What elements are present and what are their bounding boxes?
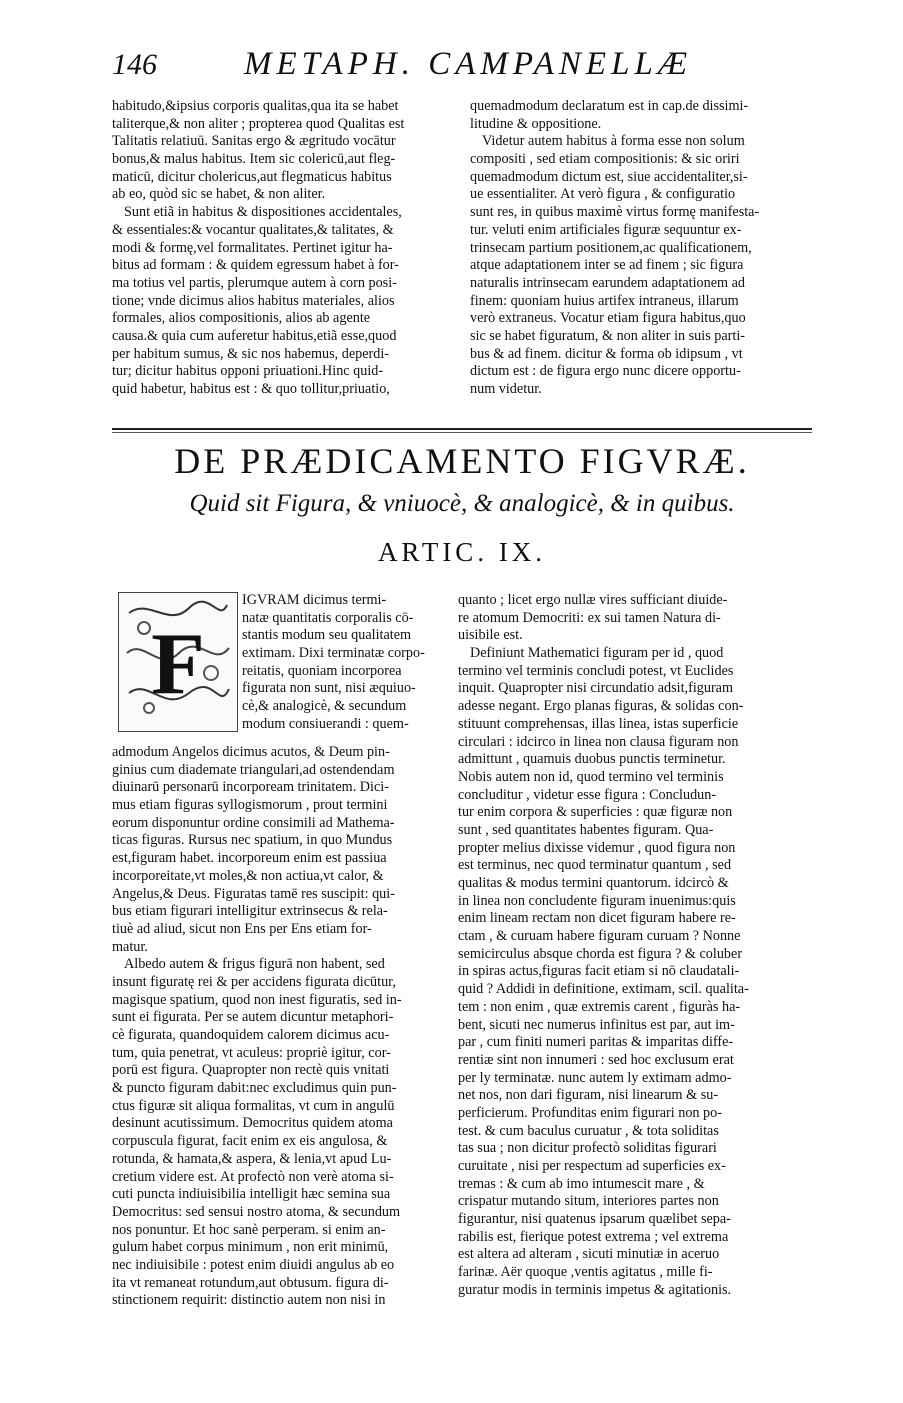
initial-letter: F: [151, 616, 205, 713]
page-header: [112, 44, 832, 84]
text-line: Albedo autem & frigus figurā non habent, sed: [124, 956, 385, 973]
text-line: stantis modum seu qualitatem: [242, 627, 412, 644]
text-line: farinæ. Aër quoque ,ventis agitatus , mille fi-: [458, 1264, 713, 1281]
text-line: semicirculus absque chorda est figura ? & coluber: [458, 945, 743, 962]
text-line: natæ quantitatis corporalis cō-: [242, 609, 414, 626]
text-line: bus etiam figurari intelligitur extrinsecus & rela-: [112, 903, 388, 920]
text-line: porū est figura. Quapropter non rectè quis vnitati: [112, 1062, 390, 1079]
text-line: termino vel terminis concludi potest, vt Euclides: [458, 662, 734, 679]
text-line: taliterque,& non aliter ; propterea quod Qualitas est: [112, 115, 405, 132]
text-line: bitus ad formam : & quidem egressum habet à for-: [112, 257, 399, 274]
text-line: tur enim corpora & superficies : quæ figuræ non: [458, 804, 733, 821]
text-line: mus etiam figuras syllogismorum , prout termini: [112, 797, 388, 814]
text-line: & essentiales:& vocantur qualitates,& talitates, &: [112, 221, 394, 238]
text-line: tiuè ad aliud, sicut non Ens per Ens etiam for-: [112, 920, 372, 937]
text-line: formales, alios compositionis, alios ab agente: [112, 310, 371, 327]
text-line: re atomum Democriti: ex sui tamen Natura di-: [458, 609, 721, 626]
text-line: sic se habet figuratum, & non aliter in suis parti-: [470, 327, 746, 344]
text-line: propter melius dixisse videmur , quod figura non: [458, 839, 736, 856]
text-line: cretium videre est. At profectò non verè atoma si-: [112, 1168, 394, 1185]
text-line: rabilis est, fierique potest extrema ; vel extrema: [458, 1228, 729, 1245]
text-line: habitudo,&ipsius corporis qualitas,qua ita se habet: [112, 98, 399, 114]
text-line: nec indiuisibile : potest enim diuidi angulus ab eo: [112, 1256, 395, 1273]
text-line: ginius cum diademate triangulari,ad ostendendam: [112, 761, 395, 778]
text-line: Sunt etiã in habitus & dispositiones accidentales,: [124, 204, 402, 221]
text-line: in spiras actus,figuras facit etiam si nō claudatali-: [458, 963, 740, 980]
text-line: sunt , sed quantitates habentes figuram. Qua-: [458, 821, 714, 838]
text-line: finem: quoniam huius artifex intraneus, illarum: [470, 292, 739, 309]
text-line: Definiunt Mathematici figuram per id , quod: [470, 645, 724, 662]
text-line: quanto ; licet ergo nullæ vires sufficiant diuide-: [458, 592, 728, 608]
text-line: sunt res, in quibus maximè virtus formę manifesta-: [470, 204, 760, 221]
section-title: DE PRÆDICAMENTO FIGVRÆ.: [174, 441, 750, 481]
text-line: incorporeitate,vt moles,& non actiua,vt calor, &: [112, 867, 384, 884]
text-line: bent, sicuti nec numerus infinitus est par, aut im-: [458, 1016, 735, 1033]
text-line: bonus,& malus habitus. Item sic colericū,aut fleg-: [112, 151, 396, 168]
text-line: par , cum finiti numeri paritas & imparitas diffe-: [458, 1034, 734, 1051]
text-line: Democritus: sed sensui nostro atoma, & secundum: [112, 1203, 401, 1220]
text-line: rentiæ sint non innumeri : sed hoc exclusum erat: [458, 1051, 734, 1068]
text-line: admodum Angelos dicimus acutos, & Deum pin-: [112, 744, 390, 760]
text-line: insunt figuratę rei & per accidens figurata dicūtur,: [112, 973, 396, 990]
text-line: Nobis autem non id, quod termino vel terminis: [458, 768, 724, 785]
text-line: quid habetur, habitus est : & quo tollitur,priuatio,: [112, 381, 390, 397]
text-line: test. & cum baculus curuatur , & tota soliditas: [458, 1122, 719, 1139]
text-line: net nos, non dari figuram, nisi linearum & su-: [458, 1087, 719, 1104]
text-line: Talitatis relatiuū. Sanitas ergo & ægritudo vocātur: [112, 133, 396, 150]
text-line: tione; vnde dicimus alios habitus materiales, alios: [112, 292, 395, 309]
text-line: compositi , sed etiam compositionis: & sic oriri: [470, 151, 740, 168]
text-line: desinunt acutissimum. Democritus quidem atoma: [112, 1115, 393, 1132]
section-divider-thin: [112, 432, 812, 433]
text-line: ita vt remaneat rotundum,aut obtusum. figura di-: [112, 1274, 389, 1291]
text-line: num videtur.: [470, 381, 542, 397]
running-title: METAPH. CAMPANELLÆ: [244, 46, 693, 82]
ornament-graphic: [119, 593, 237, 731]
text-line: quid ? Addidi in definitione, extimam, scil. qualita-: [458, 981, 749, 998]
text-line: gulum habet corpus minimum , non erit minimū,: [112, 1239, 389, 1256]
text-line: enim lineam rectam non dicet figuram habere re-: [458, 910, 736, 927]
text-line: naturalis intrinsecam earundem adaptationem ad: [470, 274, 745, 291]
text-line: in linea non concludente figuram inuenimus:quis: [458, 892, 736, 909]
bottom-right-column: [458, 592, 796, 1300]
top-left-column: [112, 98, 454, 399]
text-line: stituunt comprehensas, illas linea, istas superficie: [458, 715, 739, 732]
text-line: stinctionem requirit: distinctio autem non nisi in: [112, 1292, 386, 1309]
text-line: adesse negant. Ergo planas figuras, & solidas con-: [458, 698, 744, 715]
text-line: litudine & oppositione.: [470, 115, 602, 132]
text-line: ab eo, quòd sic se habet, & non aliter.: [112, 186, 326, 203]
text-line: sunt ei figurata. Per se autem dicuntur metaphori-: [112, 1009, 394, 1026]
article-heading: ARTIC. IX.: [377, 537, 547, 567]
text-line: Angelus,& Deus. Figuratas tamē res suscipit: qui-: [112, 885, 395, 902]
section-subtitle: Quid sit Figura, & vniuocè, & analogicè, & in quibus.: [189, 490, 735, 517]
text-line: quemadmodum declaratum est in cap.de dissimi-: [470, 98, 749, 114]
text-line: curuitate , nisi per respectum ad superficies ex-: [458, 1158, 726, 1174]
text-line: circulari : idcirco in linea non clausa figuram non: [458, 733, 739, 750]
text-line: maticū, dicitur cholericus,aut flegmaticus habitus: [112, 168, 392, 185]
top-right-column: [470, 98, 796, 399]
text-line: qualitas & modus termini quantorum. idcircò &: [458, 875, 729, 891]
text-line: tur; dicitur habitus opponi priuationi.Hinc quid-: [112, 363, 384, 380]
text-line: tremas : & cum ab imo intumescit mare , &: [458, 1175, 705, 1192]
text-line: diuinarū personarū incorpoream trinitatem. Dici-: [112, 779, 389, 796]
text-line: Videtur autem habitus à forma esse non solum: [482, 133, 745, 150]
text-line: modi & formę,vel formalitates. Pertinet igitur ha-: [112, 239, 393, 256]
text-line: figurantur, nisi quatenus ipsarum quælibet sepa-: [458, 1211, 731, 1228]
text-line: trinsecam partium positionem,ac qualificationem,: [470, 239, 752, 256]
text-line: uisibile est.: [458, 627, 523, 644]
text-line: perficierum. Profunditas enim figurari non po-: [458, 1104, 722, 1121]
text-line: per ly terminatæ. nunc autem ly extimam admo-: [458, 1069, 732, 1086]
text-line: corpuscula figurat, facit enim ex eis angulosa, &: [112, 1133, 388, 1150]
text-line: bus & ad finem. dicitur & forma ob idipsum , vt: [470, 345, 743, 362]
text-line: tas sua ; non dicitur profectò soliditas figurari: [458, 1140, 717, 1157]
page-number: 146: [112, 48, 157, 81]
text-line: ticas figuras. Rursus nec spatium, in quo Mundus: [112, 832, 393, 849]
text-line: verò extraneus. Vocatur etiam figura habitus,quo: [470, 310, 746, 327]
text-line: cuti puncta indiuisibilia intelligit hæc semina sua: [112, 1186, 391, 1203]
text-line: matur.: [112, 938, 148, 955]
text-line: eorum disponuntur ordine consimili ad Mathema-: [112, 814, 395, 831]
text-line: tur. veluti enim artificiales figuræ sequuntur ex-: [470, 221, 742, 238]
text-line: ma totius vel partis, plerumque autem à corn posi-: [112, 274, 397, 291]
text-line: extimam. Dixi terminatæ corpo-: [242, 645, 425, 662]
text-line: admittunt , quamuis duobus punctis terminetur.: [458, 751, 726, 768]
decorated-initial-letter: [118, 592, 238, 732]
text-line: quemadmodum dictum est, siue accidentaliter,si-: [470, 168, 748, 185]
text-line: est altera ad alteram , sicuti minutiæ in aceruo: [458, 1246, 720, 1263]
text-line: & puncto figuram dabit:nec excludimus quin pun-: [112, 1080, 397, 1097]
text-line: ue essentialiter. At verò figura , & configuratio: [470, 186, 736, 203]
text-line: ctus figuræ sit aliqua formalitas, vt cum in angulū: [112, 1097, 395, 1114]
text-line: cè figurata, quandoquidem calorem dicimus acu-: [112, 1027, 390, 1043]
text-line: tem : non enim , quæ extremis carent , figuràs ha-: [458, 998, 741, 1015]
bottom-left-column: [112, 744, 456, 1310]
text-line: atque adaptationem inter se ad finem ; sic figura: [470, 257, 744, 274]
text-line: ctam , & curuam habere figuram curuam ? Nonne: [458, 928, 741, 945]
text-line: IGVRAM dicimus termi-: [242, 592, 387, 608]
text-line: cè,& analogicè, & secundum: [242, 698, 407, 715]
text-line: causa.& quia cum auferetur habitus,etiã esse,quod: [112, 327, 397, 344]
text-line: inquit. Quapropter nisi circundatio adsit,figuram: [458, 680, 734, 697]
text-line: per habitum sumus, & sic nos habemus, deperdi-: [112, 345, 390, 362]
text-line: tum, quia penetrat, vt aculeus: propriè igitur, cor-: [112, 1044, 391, 1061]
text-line: magisque spatium, quod non inest figuratis, sed in-: [112, 991, 402, 1008]
text-line: concluditur , videtur esse figura : Concludun-: [458, 786, 717, 803]
text-line: rotunda, & hamata,& aspera, & lenia,vt apud Lu-: [112, 1150, 392, 1167]
bottom-left-narrow-column: [242, 592, 456, 734]
text-line: figurata non sunt, nisi æquiuo-: [242, 680, 416, 697]
text-line: crispatur mutando situm, interiores partes non: [458, 1193, 719, 1210]
text-line: est,figuram habet. incorporeum enim est passiua: [112, 850, 387, 867]
text-line: guratur modis in terminis impetus & agitationis.: [458, 1281, 732, 1298]
text-line: est terminus, nec quod terminatur quantum , sed: [458, 857, 732, 874]
section-divider: [112, 428, 812, 430]
text-line: dictum est : de figura ergo nunc dicere opportu-: [470, 363, 741, 380]
text-line: nos ponuntur. Et hoc sanè perperam. si enim an-: [112, 1221, 386, 1238]
text-line: modum consiuerandi : quem-: [242, 715, 409, 732]
text-line: reitatis, quoniam incorporea: [242, 662, 402, 679]
